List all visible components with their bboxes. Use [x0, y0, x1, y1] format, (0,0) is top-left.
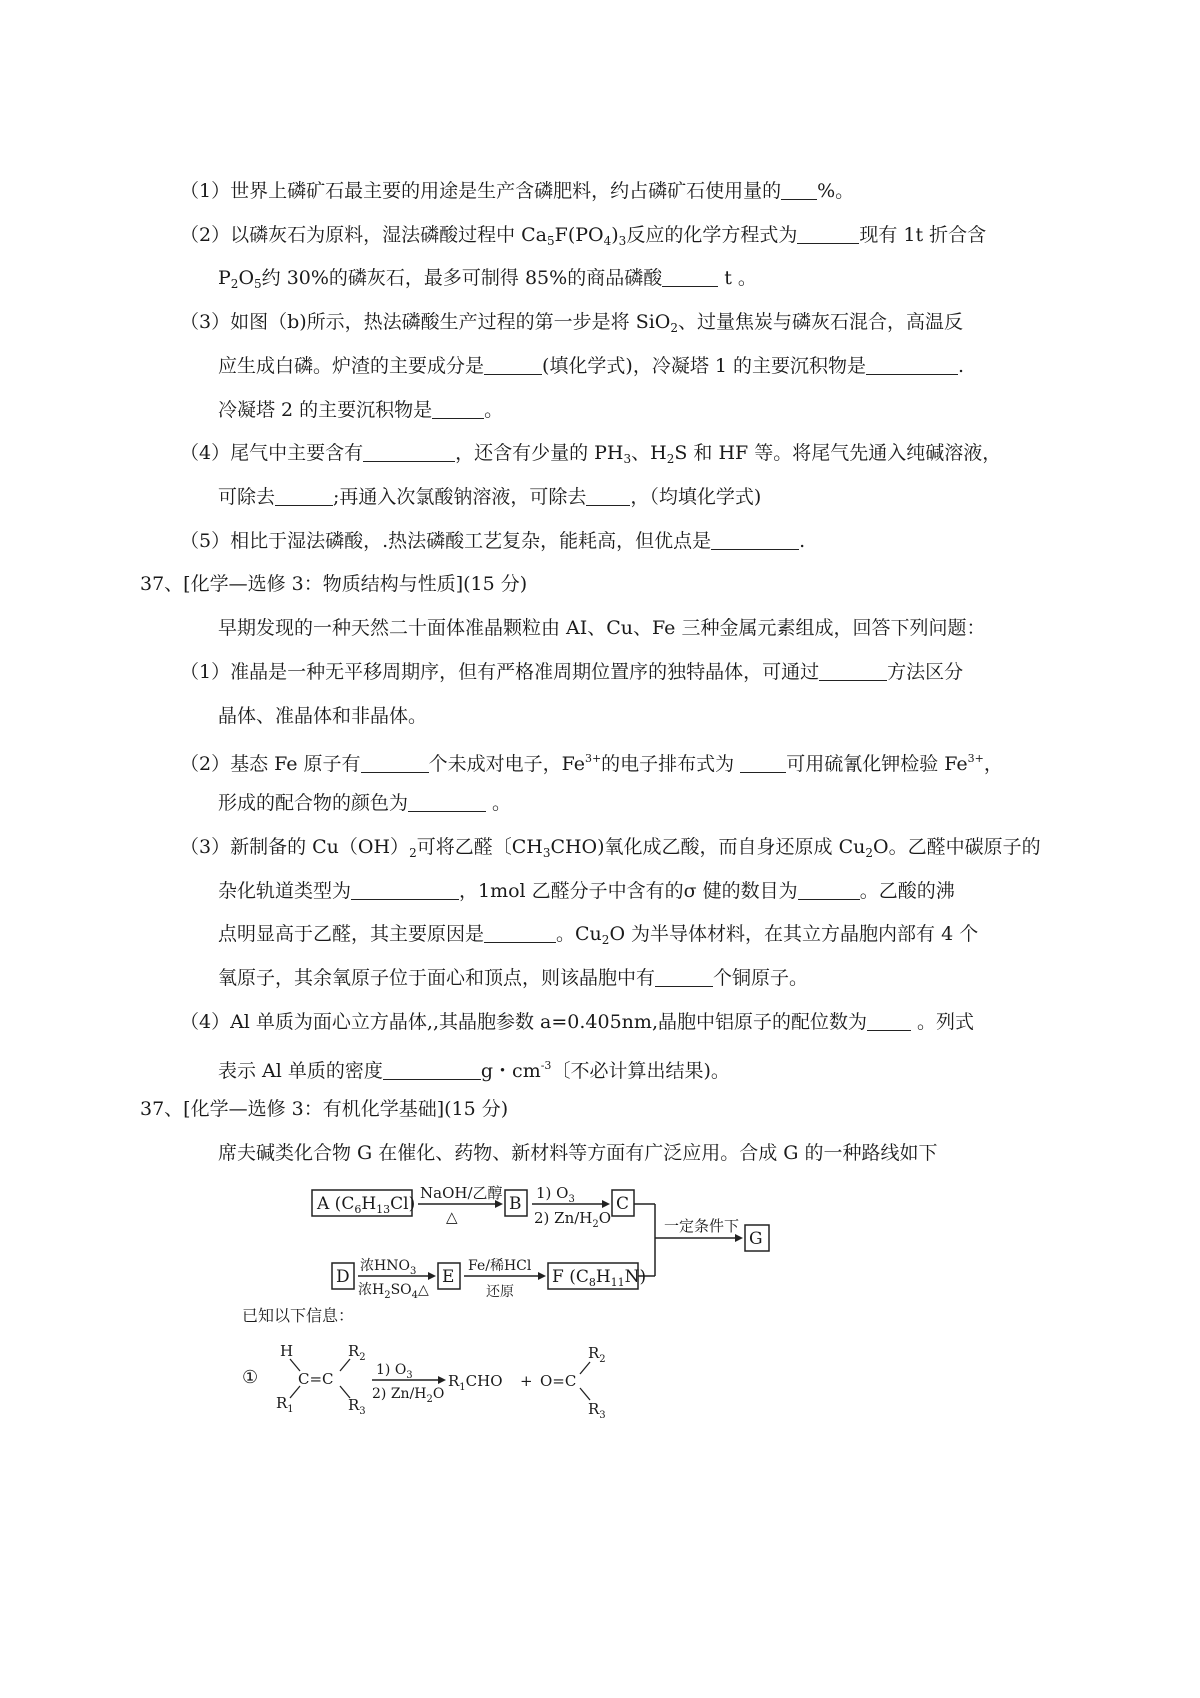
- q37a-item-2-text: （2）基态 Fe 原子有: [180, 753, 361, 775]
- condition-label: 一定条件下: [664, 1217, 740, 1235]
- plus-sign: +: [520, 1372, 533, 1390]
- q37a-item-3-cont-text-b: ，1mol 乙醛分子中含有的σ 健的数目为: [459, 880, 798, 902]
- q37a-item-3-text-d: O。乙醛中碳原子的: [873, 836, 1041, 858]
- q37a-item-3-cont3-text-b: 个铜原子。: [713, 967, 809, 989]
- q36-item-2-text-b: 反应的化学方程式为: [626, 224, 798, 246]
- q36-item-2-cont: [218, 263, 757, 299]
- q37a-item-3-cont-text: 杂化轨道类型为: [218, 880, 352, 902]
- formula-part: 。Cu: [556, 923, 602, 945]
- q36-item-4-cont-text-b: ;再通入次氯酸钠溶液，可除去: [333, 486, 587, 508]
- punctuation: .: [799, 530, 806, 552]
- answer-blank[interactable]: [363, 441, 455, 462]
- q37a-item-3-cont2: [218, 919, 978, 955]
- q36-item-4-cont-text: 可除去: [218, 486, 276, 508]
- answer-blank[interactable]: [740, 752, 786, 773]
- superscript: 3+: [967, 752, 984, 765]
- answer-blank[interactable]: [867, 1010, 911, 1031]
- subscript: 2: [670, 321, 679, 335]
- arrowhead: [428, 1272, 436, 1280]
- compound-f-label: F $(C_8H_{11}N)$: [552, 1267, 647, 1289]
- q37a-item-3: [180, 832, 1041, 868]
- q36-item-4-cont: [218, 482, 761, 512]
- reagent-4-bottom: 还原: [486, 1284, 514, 1300]
- compound-d-label: D: [336, 1267, 350, 1287]
- ozonolysis-bottom: 2) $Zn/H_2O$: [372, 1386, 445, 1405]
- q36-item-4-cont-text-c: ，（均填化学式): [630, 486, 762, 508]
- answer-blank[interactable]: [351, 879, 459, 900]
- ketone-r3: $R_3$: [588, 1400, 606, 1421]
- q36-item-1-unit: %。: [817, 180, 855, 202]
- unit-text: t 。: [718, 267, 757, 289]
- q37a-item-4-text: （4）Al 单质为面心立方晶体,,其晶胞参数 a=0.405nm,晶胞中铝原子的配位数为: [180, 1011, 867, 1033]
- unit-text: g・cm: [480, 1060, 541, 1082]
- subscript: 3: [542, 846, 551, 860]
- q37a-item-3-cont: [218, 876, 955, 906]
- answer-blank[interactable]: [711, 529, 799, 550]
- q37a-item-3-text-b: 可将乙醛〔CH: [416, 836, 543, 858]
- q36-item-3-cont-text-b: (填化学式)，冷凝塔 1 的主要沉积物是: [542, 355, 867, 377]
- formula-part: 、H: [631, 442, 667, 464]
- q37a-item-1-text-b: 方法区分: [887, 661, 964, 683]
- q36-item-3-cont2: [218, 395, 503, 425]
- subscript: 2: [666, 452, 675, 466]
- q36-item-5-text: （5）相比于湿法磷酸，.热法磷酸工艺复杂，能耗高，但优点是: [180, 530, 712, 552]
- q36-item-3-text-b: 、过量焦炭与磷灰石混合，高温反: [678, 311, 964, 333]
- q37b-intro: [218, 1138, 938, 1168]
- subscript: 2: [230, 277, 239, 291]
- bond: [580, 1388, 590, 1400]
- answer-blank[interactable]: [484, 922, 556, 943]
- product-ketone: O=C: [540, 1372, 577, 1390]
- q37a-item-1-cont-text: 晶体、准晶体和非晶体。: [218, 705, 428, 727]
- alkene-r3: $R_3$: [348, 1396, 366, 1417]
- subscript: 5: [254, 277, 262, 291]
- bond: [580, 1362, 590, 1374]
- q37a-item-2-text-b: 个未成对电子，Fe: [428, 753, 585, 775]
- reagent-2-bottom: 2) $Zn/H_2O$: [534, 1209, 612, 1230]
- q37b-intro-text: 席夫碱类化合物 G 在催化、药物、新材料等方面有广泛应用。合成 G 的一种路线如下: [218, 1142, 938, 1164]
- answer-blank[interactable]: [432, 398, 484, 419]
- q36-item-4-text: （4）尾气中主要含有: [180, 442, 364, 464]
- q37a-item-4-cont-text-b: 〔不必计算出结果)。: [551, 1060, 730, 1082]
- q37a-intro: [218, 613, 985, 643]
- answer-blank[interactable]: [275, 485, 333, 506]
- q37a-item-4-cont: [218, 1051, 730, 1086]
- subscript: 4: [603, 234, 612, 248]
- q36-item-2: [180, 220, 986, 256]
- q36-item-3-cont-text: 应生成白磷。炉渣的主要成分是: [218, 355, 485, 377]
- q36-item-4-text-b: ，还含有少量的 PH: [455, 442, 624, 464]
- compound-a-label: A $(C_6H_{13}Cl)$: [317, 1194, 416, 1216]
- alkene-r1: $R_1$: [276, 1394, 294, 1415]
- q37a-item-2-cont: [218, 788, 511, 818]
- q37a-header: [140, 569, 527, 599]
- q37a-header-text: 37、[化学—选修 3：物质结构与性质](15 分): [140, 573, 528, 595]
- punctuation: 。: [484, 399, 504, 421]
- subscript: 2: [601, 933, 610, 947]
- q37a-item-3-cont2-text-b: O 为半导体材料，在其立方晶胞内部有 4 个: [609, 923, 979, 945]
- arrowhead: [735, 1234, 743, 1242]
- superscript: 3+: [584, 752, 602, 765]
- reagent-1-top: NaOH/乙醇: [420, 1184, 503, 1202]
- answer-blank[interactable]: [408, 791, 486, 812]
- q37b-header-text: 37、[化学—选修 3：有机化学基础](15 分): [140, 1098, 509, 1120]
- q37a-item-1-text: （1）准晶是一种无平移周期序，但有严格准周期位置序的独特晶体，可通过: [180, 661, 820, 683]
- item-number: ①: [242, 1367, 259, 1388]
- answer-blank[interactable]: [383, 1059, 481, 1080]
- compound-b-label: B: [509, 1194, 522, 1214]
- formula-part: P: [218, 267, 231, 289]
- reagent-3-top: 浓$HNO_3$: [360, 1258, 417, 1277]
- q36-item-2-text: （2）以磷灰石为原料，湿法磷酸过程中 Ca: [180, 224, 547, 246]
- arrowhead: [538, 1272, 546, 1280]
- formula-part: ): [611, 224, 619, 246]
- q37a-item-3-cont-text-c: 。乙酸的沸: [859, 880, 955, 902]
- punctuation: 。: [486, 792, 512, 814]
- q37a-item-4: [180, 1007, 974, 1037]
- q37a-item-2-cont-text: 形成的配合物的颜色为: [218, 792, 409, 814]
- q36-item-4: [180, 438, 1001, 474]
- answer-blank[interactable]: [819, 660, 887, 681]
- known-info-heading: 已知以下信息：: [242, 1306, 355, 1325]
- arrowhead: [438, 1376, 446, 1384]
- reagent-4-top: Fe/稀HCl: [468, 1258, 532, 1274]
- reagent-3-bottom: 浓$H_2SO_4\triangle$: [358, 1282, 429, 1301]
- answer-blank[interactable]: [662, 266, 718, 287]
- synthesis-scheme: [240, 1178, 840, 1428]
- reagent-1-bottom: △: [446, 1208, 458, 1226]
- answer-blank[interactable]: [781, 179, 817, 200]
- product-aldehyde: $R_1CHO$: [448, 1372, 503, 1393]
- q36-item-3-cont2-text: 冷凝塔 2 的主要沉积物是: [218, 399, 433, 421]
- answer-blank[interactable]: [797, 223, 859, 244]
- ozonolysis-top: 1) $O_3$: [376, 1362, 413, 1381]
- q36-item-3-cont: [218, 351, 964, 381]
- q36-item-1-text: （1）世界上磷矿石最主要的用途是生产含磷肥料，约占磷矿石使用量的: [180, 180, 782, 202]
- answer-blank[interactable]: [484, 354, 542, 375]
- answer-blank[interactable]: [655, 966, 713, 987]
- subscript: 3: [618, 234, 627, 248]
- q37a-item-2-text-c: 的电子排布式为: [601, 753, 741, 775]
- compound-g-label: G: [749, 1229, 763, 1249]
- q37a-item-4-text-b: 。列式: [910, 1011, 975, 1033]
- q36-item-1: [180, 176, 854, 206]
- answer-blank[interactable]: [798, 879, 860, 900]
- superscript: -3: [540, 1059, 552, 1072]
- q37a-item-3-cont3: [218, 963, 808, 993]
- q36-item-2-cont-text: 约 30%的磷灰石，最多可制得 85%的商品磷酸: [261, 267, 663, 289]
- subscript: 2: [865, 846, 874, 860]
- q37b-header: [140, 1094, 508, 1124]
- q37a-item-3-text-c: CHO)氧化成乙酸，而自身还原成 Cu: [550, 836, 866, 858]
- bond: [340, 1359, 350, 1371]
- alkene-double-bond: C=C: [298, 1370, 334, 1388]
- answer-blank[interactable]: [866, 354, 958, 375]
- subscript: 3: [623, 452, 632, 466]
- answer-blank[interactable]: [361, 752, 429, 773]
- formula-part: F(PO: [554, 224, 604, 246]
- q37a-item-2: [180, 744, 1003, 779]
- formula-part: O: [238, 267, 255, 289]
- q37a-item-4-cont-text: 表示 Al 单质的密度: [218, 1060, 383, 1082]
- q37a-item-2-text-d: 可用硫氰化钾检验 Fe: [786, 753, 968, 775]
- q37a-intro-text: 早期发现的一种天然二十面体准晶颗粒由 AI、Cu、Fe 三种金属元素组成，回答下列问题：: [218, 617, 986, 639]
- q37a-item-1: [180, 657, 963, 687]
- compound-e-label: E: [442, 1267, 455, 1287]
- arrowhead: [602, 1200, 610, 1208]
- q36-item-2-text-c: 现有 1t 折合含: [859, 224, 987, 246]
- q37a-item-3-text: （3）新制备的 Cu（OH）: [180, 836, 410, 858]
- q37a-item-1-cont: [218, 701, 427, 731]
- subscript: 5: [547, 234, 555, 248]
- punctuation: .: [958, 355, 965, 377]
- compound-c-label: C: [616, 1194, 630, 1214]
- ketone-r2: $R_2$: [588, 1344, 606, 1365]
- q37a-item-3-cont3-text: 氧原子，其余氧原子位于面心和顶点，则该晶胞中有: [218, 967, 656, 989]
- alkene-h: H: [280, 1342, 294, 1360]
- q36-item-4-text-c: S 和 HF 等。将尾气先通入纯碱溶液，: [674, 442, 1002, 464]
- answer-blank[interactable]: [586, 485, 630, 506]
- q36-item-3-text: （3）如图（b)所示，热法磷酸生产过程的第一步是将 SiO: [180, 311, 671, 333]
- punctuation: ，: [983, 753, 1003, 775]
- q36-item-5: [180, 526, 805, 556]
- q36-item-3: [180, 307, 963, 343]
- q37a-item-3-cont2-text: 点明显高于乙醛，其主要原因是: [218, 923, 485, 945]
- reagent-2-top: 1) $O_3$: [536, 1184, 575, 1205]
- subscript: 2: [409, 846, 417, 860]
- alkene-r2: $R_2$: [348, 1342, 366, 1363]
